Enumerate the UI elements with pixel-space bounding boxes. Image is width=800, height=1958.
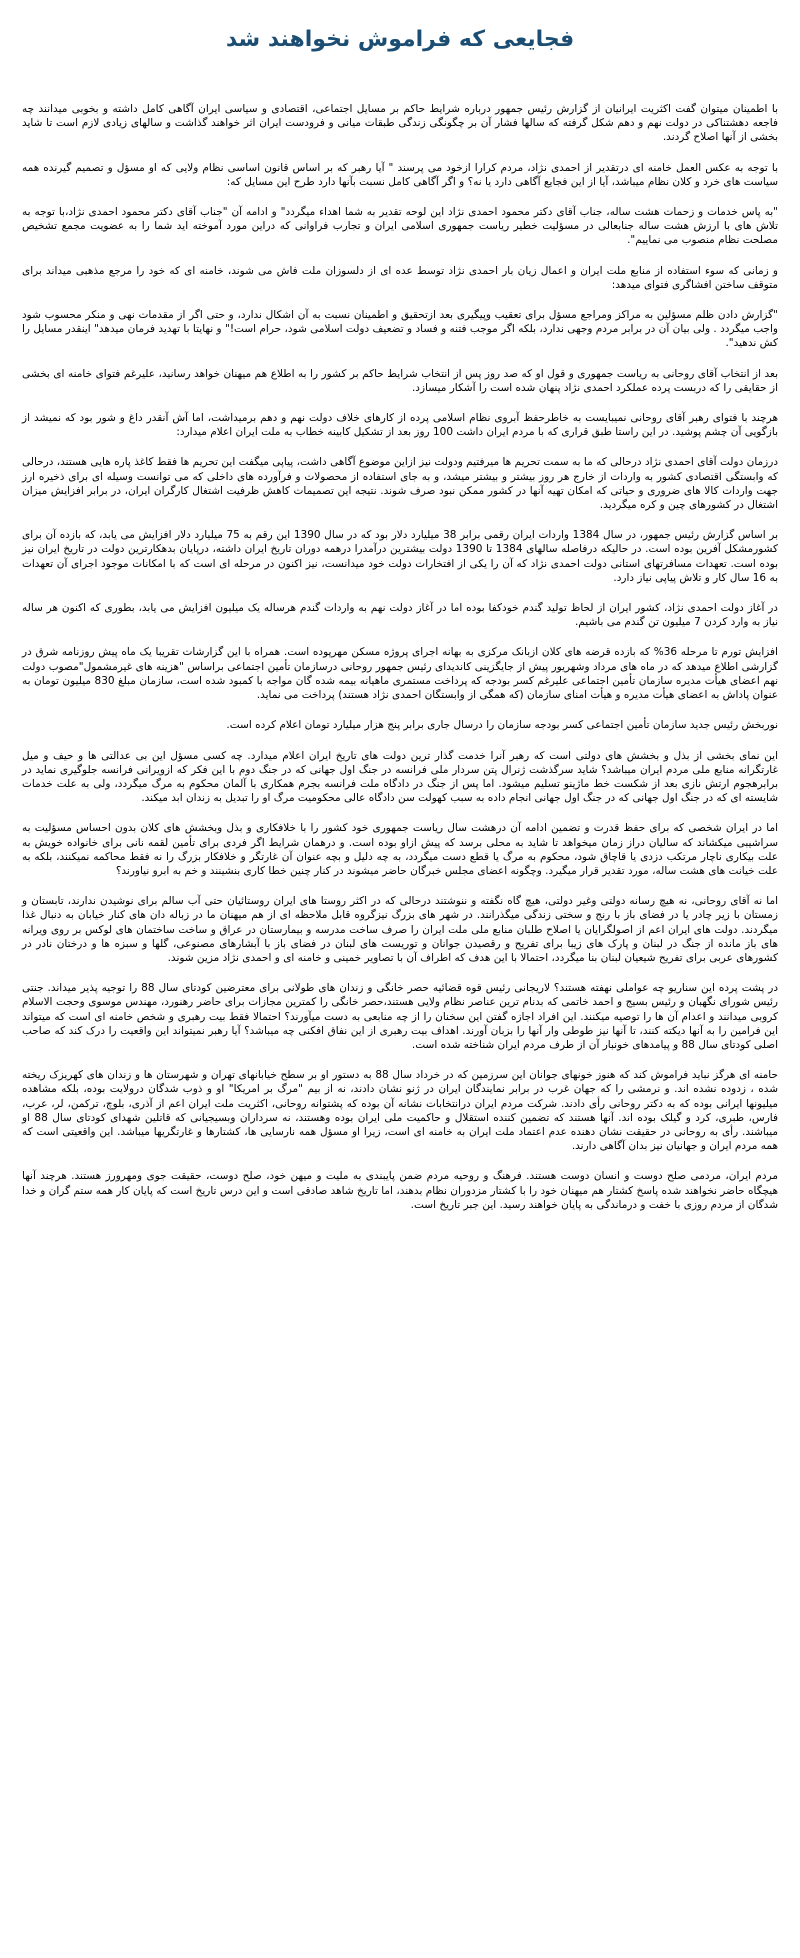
paragraph: نوربخش رئیس جدید سازمان تأمین اجتماعی کسر بودجه سازمان را درسال جاری برابر پنج هزار میلیارد تومان اعلام کرده است. bbox=[226, 719, 778, 732]
paragraph: این نمای بخشی از بذل و بخشش های دولتی است که رهبر آنرا خدمت گذار ترین دولت های تاریخ ایران اعلام میدارد. چه کسی مسؤل این بی عدالتی ها و حیف و میل غارتگرانه منابع ملی مردم ایران میباشد؟ شاید سرگذشت ژنرال پتن سردار ملی فرانسه در جنگ اول جهانی که در جنگ دوم با این فکر که ازویرانی فرانسه جلوگیری نماید در برابرهجوم ارتش نازی بعد از شکست خط ماژینو تسلیم میشود. اما پس از جنگ در دادگاه ملت فرانسه بجرم همکاری با آلمان محکوم به مرگ میگردد، ولی به علت خدمات شایسته ای که در جنگ اول جهانی که در جنگ اول جهانی انجام داده به سبب کهولت سن دادگاه عالی محکومیت مرگ او را تبدیل به زندان ابد میکند. bbox=[22, 749, 778, 805]
article-title: فجایعی که فراموش نخواهند شد bbox=[225, 27, 575, 52]
paragraph: هرچند با فتوای رهبر آقای روحانی نمیبایست به خاطرحفظ آبروی نظام اسلامی پرده از کارهای خلاف دولت نهم و دهم برمیداشت، اما آش آنقدر داغ و شور بود که نمیشد از بازگویی آن چشم پوشید. در این راستا طبق قراری که با مردم ایران داشت 100 روز بعد از تشکیل کابینه خطاب به ملت ایران اعلام میدارد: bbox=[22, 412, 778, 439]
paragraph: در آغاز دولت احمدی نژاد، کشور ایران از لحاظ تولید گندم خودکفا بوده اما در آغاز دولت نهم به واردات گندم هرساله یک میلیون افزایش می یابد، بطوری که اکنون هر ساله نیاز به وارد کردن 7 میلیون تن گندم می باشیم. bbox=[22, 602, 778, 629]
paragraph: و زمانی که سوء استفاده از منابع ملت ایران و اعمال زیان بار احمدی نژاد توسط عده ای از دلسوزان ملت فاش می شوند، خامنه ای که خود را مرجع مذهبی میداند برای متوقف ساختن افشاگری فتوای میدهد: bbox=[22, 264, 778, 291]
paragraph: در پشت پرده این سناریو چه عواملی نهفته هستند؟ لاریجانی رئیس قوه قضائیه حصر خانگی و زندان های طولانی برای معترضین کودتای سال 88 را توجیه پذیر میداند. جنتی رئیس شورای نگهبان و رئیس بسیج و احمد خاتمی که بدنام ترین عناصر نظام ولایی هستند،حصر خانگی را کمترین مجازات برای حاضر رهنورد، مهندس موسوی وحجت الاسلام کروبی میدانند و اعدام آن ها را توصیه میکنند. این افراد اجازه گفتن این سخنان را از چه منابعی به دست میآورند؟ احتمالا فقط بیت رهبری و شخص خامنه ای است که میتواند این فرامین را به آنها دیکته کنند، تا آنها نیز طوطی وار آنها را بزبان آورند. اهداف بیت رهبری از این نفاق افکنی چه میباشد؟ آیا رهبر نمیتواند این واقعیت را درک کند که صاحب اصلی کودتای سال 88 و پیامدهای خونبار آن از طرف مردم ایران شناخته شده است. bbox=[22, 982, 778, 1051]
paragraph: حامنه ای هرگز نباید فراموش کند که هنوز خونهای جوانان این سرزمین که در خرداد سال 88 به دستور او بر سطح خیابانهای تهران و شهرستان ها و زندان های کهریزک ریخته شده ، زدوده نشده اند. و نرمشی را که جهان غرب در برابر نمایندگان ایران در ژنو نشان دادند، نه از بیم "مرگ بر امریکا" او و ذوب شدگان درولایت بوده، بلکه مشاهده میلیونها ایرانی بوده که به دکتر روحانی رأی دادند. شرکت مردم ایران درانتخابات نشانه آن بوده که پشتوانه روحانی، اکثریت ملت ایران اعم از آذری، بلوچ، ترکمن، لر، عرب، فارس، طبری، کرد و گیلک بوده اند. آنها هستند که تضمین کننده استقلال و حاکمیت ملی ایران بوده وهستند، نه سرداران وبسیجیانی که قاتلین شهدای کودتای سال 88 او میباشند. رأی به روحانی در حقیقت نشان دهنده عدم اعتماد ملت ایران به خامنه ای است، زیرا او مسؤل همه نارسایی ها، کشتارها و غارتگریها میباشد. این واقعیتی است که همه مردم ایران و جهانیان نیز بدان آگاهی دارند. bbox=[22, 1069, 779, 1153]
paragraph: بر اساس گزارش رئیس جمهور، در سال 1384 واردات ایران رقمی برابر 38 میلیارد دلار بود که در سال 1390 این رقم به 75 میلیارد دلار افزایش می یابد، که بازده آن برای کشورمشکل آفرین بوده است. در حالیکه درفاصله سالهای 1384 تا 1390 دولت بیشترین درآمدرا درهمه دوران تاریخ ایران داشته، درپایان بدهکارترین دولت در تاریخ ایران نیز بوده است. تعهدات مسافرتهای استانی دولت احمدی نژاد که آن را یکی از افتخارات دولت خود میدانست، نیز اکنون در مرحله ای است که با امکانات موجود اجرای آن تعهدات به 16 سال کار و تلاش پیاپی نیاز دارد. bbox=[22, 529, 779, 584]
paragraph: مردم ایران، مردمی صلح دوست و انسان دوست هستند. فرهنگ و روحیه مردم ضمن پایبندی به ملیت و میهن خود، صلح دوست، حقیقت جوی ومهرورز هستند. هرچند آنها هیچگاه حاضر نخواهند شده پاسخ کشتار هم میهنان خود را با کشتار مزدوران نظام بدهند، اما تاریخ شاهد صادقی است و این درس تاریخ است که پایان کار همه ستم گران و خدا شدگان از مردم روزی با خفت و درماندگی به پایان خواهند رسید. این جبر تاریخ است. bbox=[22, 1170, 778, 1211]
paragraph: درزمان دولت آقای احمدی نژاد درحالی که ما به سمت تحریم ها میرفتیم ودولت نیز ازاین موضوع آگاهی داشت، پیاپی میگفت این تحریم ها فقط کاغذ پاره هایی هستند، درحالی که وابستگی اقتصادی کشور به واردات از خارج هر روز بیشتر و بیشتر میشد، و به جای استفاده از محصولات و فرآورده های داخلی که می توانست وسیله ای برای ذخیره ارز جهت واردات کالا های ضروری و حیاتی که امکان تهیه آنها در کشور ممکن نبود صرف شوند. نتیجه این تصمیمات کاهش ظرفیت اشتغال کارگران ایران، در برابر افزایش میزان اشتغال در کشورهای چین و کره میگردید. bbox=[22, 456, 778, 512]
paragraph: با اطمینان میتوان گفت اکثریت ایرانیان از گزارش رئیس جمهور درباره شرایط حاکم بر مسایل اجتماعی، اقتصادی و سیاسی ایران آگاهی کامل داشته و بخوبی میدانند چه فاجعه دهشتناکی در دولت نهم و دهم شکل گرفته که سالها فشار آن بر چگونگی زندگی طبقات میانی و فرودست ایران اثر خواهند گذاشت و سالهای زیادی لازم است تا شاید بخشی از آنها اصلاح گردند. bbox=[22, 103, 778, 144]
paragraph: اما نه آقای روحانی، نه هیچ رسانه دولتی وغیر دولتی، هیچ گاه نگفته و ننوشتند درحالی که در اکثر روستا های ایران روستائیان حتی آب سالم برای نوشیدن ندارند، تابستان و زمستان با زیر چادر یا در فضای باز با رنج و سختی زندگی میگذرانند. در شهر های بزرگ نیزگروه قابل ملاحظه ای از هم میهنان ما در زباله دان های کنار خیابان به دنبال غذا میگردند. دولت های ایران اعم از اصولگرایان یا اصلاح طلبان منابع ملی ملت ایران را صرف ساخت مدرسه و بیمارستان در عراق و ساخت ساختمان های لوکس بر روی ویرانه های باز مانده از جنگ در لبنان و پارک های زیبا برای تفریح و رقصیدن جوانان و توریست های لبنان در فضای باز با آبشارهای مصنوعی، گلها و سبزه ها و درختان نادر در کشورهای عربی برای تفریح شیعیان لبنان بنا میگردد، احتمالا با این هدف که اطراف آن با تصاویر خمینی و خامنه ای و احمدی نژاد مزین شوند. bbox=[22, 895, 778, 964]
paragraph: با توجه به عکس العمل خامنه ای درتقدیر از احمدی نژاد، مردم کرارا ازخود می پرسند " آیا رهبر که بر اساس قانون اساسی نظام ولایی که او مسؤل و تصمیم گیرنده همه سیاست های خرد و کلان نظام میباشد، آیا از این فجایع آگاهی دارد یا نه؟ و اگر آگاهی کامل نسبت بآنها دارد طرح این مسایل که: bbox=[22, 161, 778, 188]
paragraph: اما در ایران شخصی که برای حفظ قدرت و تضمین ادامه آن درهشت سال ریاست جمهوری خود کشور را با خلافکاری و بذل وبخشش های کلان بدون احساس مسؤلیت به سراشیبی میکشاند که سالیان دراز زمان میخواهد تا شاید به محلی برسد که پیش ازاو بوده است. و درهمان شرایط اگر فردی برای تأمین لقمه نانی برای خانواده خویش به علت بیکاری ناچار مرتکب دزدی یا قاچاق شود، محکوم به مرگ یا قطع دست میگردد، به چه دلیل و بچه عنوان آن غارتگر و خلافکار بزرگ را نه فقط محاکمه نمیکنند، بلکه به علت خیانت های هشت ساله، مورد تقدیر قرار میگیرد. وچگونه اعضای مجلس خبرگان حاضر میشوند در کنار چنین خطا کاری بنشینند و خم به ابرو نیاورند؟ bbox=[22, 822, 778, 877]
paragraph: "گزارش دادن ظلم مسؤلین به مراکز ومراجع مسؤل برای تعقیب وپیگیری بعد ازتحقیق و اطمینان نسبت به آن اشکال ندارد، و حتی اگر از مقدمات نهی و منکر محسوب شود واجب میگردد . ولی بیان آن در برابر مردم وجهی ندارد، بلکه اگر موجب فتنه و فساد و تضعیف دولت اسلامی شود، حرام است!" و نهایتا با تهدید فرمان میدهد" اینقدر مسایل را کش ندهید". bbox=[22, 309, 778, 350]
paragraph: افزایش تورم تا مرحله 36% که بازده قرضه های کلان ازبانک مرکزی به بهانه اجرای پروژه مسکن مهرپوده است. همراه با این گزارشات تقریبا یک ماه پیش روزنامه شرق در گزارشی اطلاع میدهد که در ماه های مرداد وشهریور پیش از جایگزینی کاندیدای رئیس جمهور روحانی درسازمان تأمین اجتماعی براساس "هزینه های غیرمشمول"مصوب دولت نهم اعضای هیأت مدیره سازمان تأمین اجتماعی علیرغم کسر بودجه که پرداخت مستمری ماهیانه بیمه شده گان مواجه با کمبود شده است، سازمان مبلغ 830 میلیون تومان به عنوان پاداش به اعضای هیأت مدیره و هیأت امنای سازمان (که همگی از وابستگان احمدی نژاد هستند) پرداخت می نماید. bbox=[22, 646, 778, 702]
article-body bbox=[22, 102, 778, 1212]
paragraph: بعد از انتخاب آقای روحانی به ریاست جمهوری و قول او که صد روز پس از انتخاب شرایط حاکم بر کشور را به اطلاع هم میهنان خواهد رسانید، علیرغم فتوای خامنه ای بخشی از حقایقی را که دربست پرده عملکرد احمدی نژاد پنهان شده است را آشکار میسازد. bbox=[22, 367, 778, 394]
paragraph: "به پاس خدمات و زحمات هشت ساله، جناب آقای دکتر محمود احمدی نژاد این لوحه تقدیر به شما اهداء میگردد" و ادامه آن "جناب آقای دکتر محمود احمدی نژاد،با توجه به تلاش های با ارزش هشت ساله جنابعالی در مسؤلیت خطیر ریاست جمهوری اسلامی ایران و تجارب فراوانی که دراین مورد آموخته اید شما را به عضویت مجمع تشخیص مصلحت نظام منصوب می نماییم". bbox=[22, 206, 778, 247]
